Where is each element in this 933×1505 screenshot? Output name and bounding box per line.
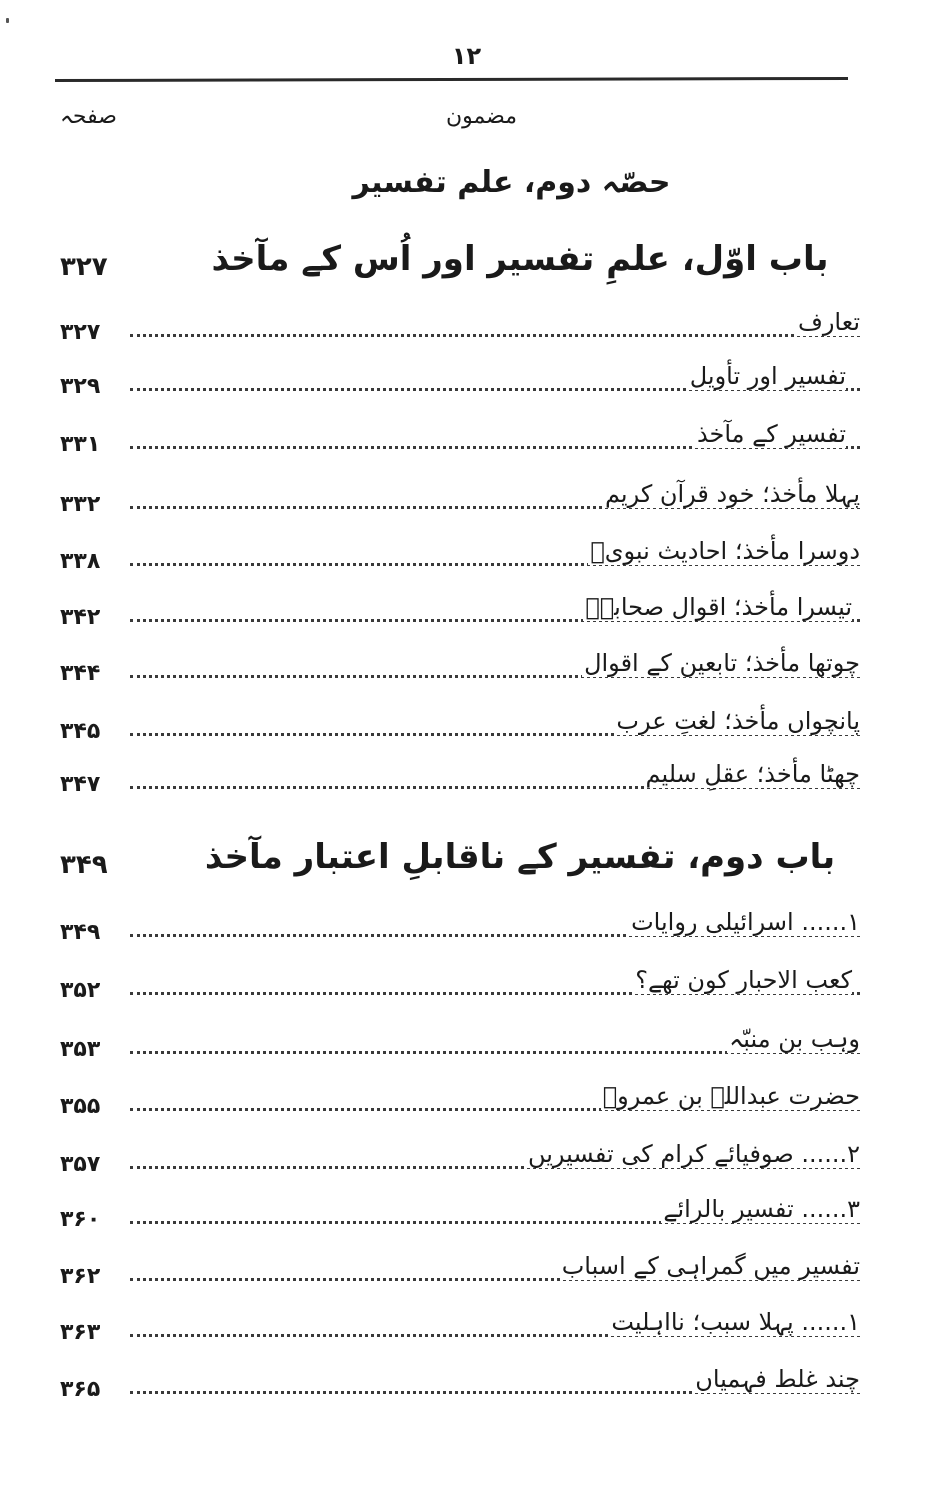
page-ref: ۳۶۳ [60, 1320, 101, 1345]
toc-entry[interactable] [60, 1082, 860, 1122]
page-ref: ۳۴۵ [60, 719, 101, 744]
scan-speck [6, 18, 9, 23]
page-ref: ۳۶۵ [60, 1377, 101, 1402]
page-ref: ۳۵۳ [60, 1037, 101, 1062]
entry-title: چوتھا مأخذ؛ تابعین کے اقوال [584, 649, 860, 677]
entry-title: تیسرا مأخذ؛ اقوال صحابہؓ [585, 593, 852, 621]
page-ref: ۳۴۴ [60, 661, 101, 686]
page-ref: ۳۴۷ [60, 772, 101, 797]
entry-title: تفسیر اور تأویل [689, 362, 846, 390]
page-number: ۱۲ [451, 42, 482, 70]
page-ref: ۳۶۰ [60, 1207, 101, 1232]
page-ref: ۳۳۸ [60, 549, 101, 574]
entry-title: ۱...... پہلا سبب؛ نااہلیت [611, 1308, 860, 1336]
entry-title: تفسیر کے مآخذ [696, 420, 846, 448]
toc-entry[interactable] [60, 1308, 860, 1348]
toc-entry[interactable] [60, 1252, 860, 1292]
entry-title: حضرت عبداللہ بن عمروؓ [602, 1082, 860, 1110]
entry-title: تفسیر میں گمراہی کے اسباب [561, 1252, 860, 1280]
entry-title: ۱...... اسرائیلی روایات [631, 908, 860, 936]
page-ref: ۳۳۱ [60, 432, 101, 457]
entry-title: پہلا مأخذ؛ خود قرآن کریم [604, 480, 860, 508]
page-ref: ۳۵۷ [60, 1152, 101, 1177]
page-ref: ۳۲۷ [60, 320, 101, 345]
toc-entry[interactable] [60, 908, 860, 948]
toc-entry[interactable] [60, 480, 860, 520]
toc-entry[interactable] [60, 1140, 860, 1180]
entry-title: چھٹا مأخذ؛ عقلِ سلیم [645, 760, 860, 788]
dot-leader [130, 334, 860, 337]
entry-title: کعب الاحبار کون تھے؟ [635, 966, 852, 994]
toc-chapter-1[interactable] [60, 238, 860, 282]
page-column-header: صفحہ [60, 104, 117, 129]
toc-entry[interactable] [60, 593, 860, 633]
toc-entry[interactable] [60, 308, 860, 348]
toc-entry[interactable] [60, 362, 860, 402]
toc-chapter-2[interactable] [60, 836, 860, 880]
page-ref: ۳۶۲ [60, 1264, 101, 1289]
entry-title: چند غلط فہمیاں [695, 1365, 860, 1393]
page-ref: ۳۴۲ [60, 605, 101, 630]
toc-entry[interactable] [60, 537, 860, 577]
toc-entry[interactable] [60, 1365, 860, 1405]
toc-entry[interactable] [60, 966, 860, 1006]
chapter-title: باب دوم، تفسیر کے ناقابلِ اعتبار مآخذ [204, 837, 836, 877]
part-title: حصّہ دوم، علم تفسیر [352, 165, 671, 200]
page-ref: ۳۳۲ [60, 492, 101, 517]
page-ref: ۳۲۷ [60, 252, 108, 282]
entry-title: دوسرا مأخذ؛ احادیث نبویؐ [590, 537, 860, 565]
page-ref: ۳۴۹ [60, 920, 101, 945]
entry-title: پانچواں مأخذ؛ لغتِ عرب [616, 707, 860, 735]
page-ref: ۳۴۹ [60, 850, 108, 880]
entry-title: ۳...... تفسیر بالرائے [663, 1195, 860, 1223]
page-ref: ۳۵۲ [60, 978, 101, 1003]
toc-entry[interactable] [60, 420, 860, 460]
toc-entry[interactable] [60, 649, 860, 689]
toc-entry[interactable] [60, 760, 860, 800]
entry-title: تعارف [797, 308, 860, 336]
toc-entry[interactable] [60, 1025, 860, 1065]
entry-title: وہب بن منبّہ [729, 1025, 860, 1053]
toc-entry[interactable] [60, 707, 860, 747]
toc-entry[interactable] [60, 1195, 860, 1235]
page-ref: ۳۵۵ [60, 1094, 101, 1119]
chapter-title: باب اوّل، علمِ تفسیر اور اُس کے مآخذ [211, 239, 829, 279]
page-ref: ۳۲۹ [60, 374, 101, 399]
entry-title: ۲...... صوفیائے کرام کی تفسیریں [527, 1140, 860, 1168]
subject-column-header: مضمون [445, 104, 518, 129]
